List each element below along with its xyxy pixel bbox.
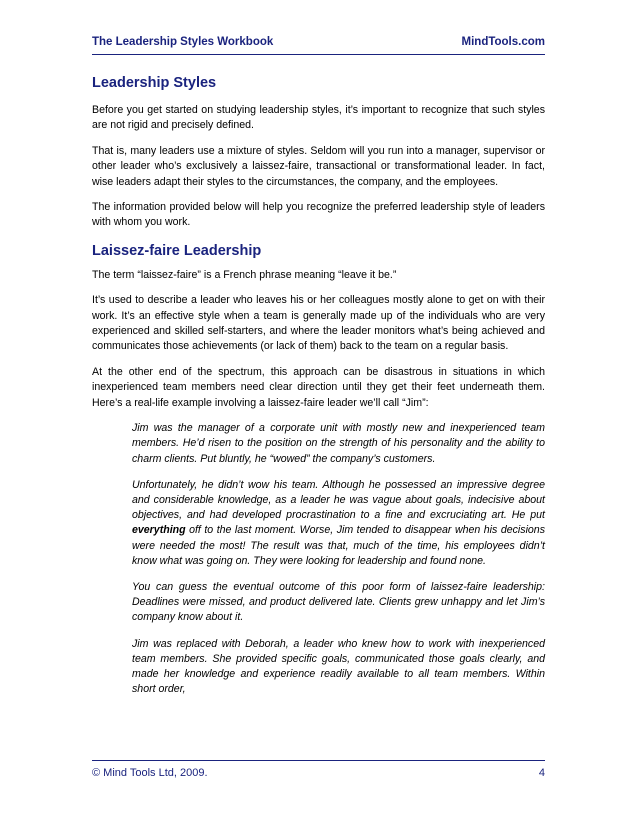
example-paragraph-3: You can guess the eventual outcome of this poor form of laissez-faire leadership: Deadlines were missed, and product delivered late. Clients grew unhappy and let Jim’s company know about it. <box>132 580 545 624</box>
page-number: 4 <box>538 767 545 779</box>
page-header <box>92 36 545 55</box>
site-name: MindTools.com <box>461 36 545 48</box>
example-paragraph-4: Jim was replaced with Deborah, a leader who knew how to work with inexperienced team members. She provided specific goals, communicated those goals clearly, and made her knowledge and experience readily available to all team members. Within short order, <box>132 637 545 696</box>
intro-paragraph-2: That is, many leaders use a mixture of styles. Seldom will you run into a manager, supervisor or other leader who’s exclusively a laissez-faire, transactional or transformational leader. In fact, wise leaders adapt their styles to the circumstances, the company, and the employees. <box>92 144 545 188</box>
section-heading-leadership-styles: Leadership Styles <box>92 75 217 91</box>
intro-paragraph-1: Before you get started on studying leadership styles, it’s important to recognize that such styles are not rigid and precisely defined. <box>92 104 545 132</box>
laissez-faire-paragraph-1: The term “laissez-faire” is a French phrase meaning “leave it be.” <box>92 268 397 281</box>
example-paragraph-1: Jim was the manager of a corporate unit with mostly new and inexperienced team members. He’d risen to the position on the strength of his personality and the ability to charm clients. Put bluntly, he “wowed” the company’s customers. <box>132 422 545 465</box>
example-quote-block <box>132 421 545 697</box>
workbook-title: The Leadership Styles Workbook <box>92 36 274 48</box>
example-paragraph-2-end: off to the last moment. Worse, Jim tended to disappear when his decisions were needed the most! The result was that, much of the time, his employees didn’t know what was going on. They were looking for leadership and found none. <box>132 524 545 567</box>
laissez-faire-paragraph-3: At the other end of the spectrum, this approach can be disastrous in situations in which inexperienced team members need clear direction until they get their feet underneath them. Here’s a real-life example involving a laissez-faire leader we’ll call “Jim”: <box>92 365 545 409</box>
page-footer <box>92 760 545 783</box>
laissez-faire-paragraph-2: It’s used to describe a leader who leaves his or her colleagues mostly alone to get on with their work. It’s an effective style when a team is generally made up of the individuals who are very experienced and skilled self-starters, and where the leader monitors what’s being achieved and communicates those achievements (or lack of them) back to the team on a regular basis. <box>92 294 545 353</box>
intro-paragraph-3: The information provided below will help you recognize the preferred leadership style of leaders with whom you work. <box>92 201 545 229</box>
page-body <box>92 75 545 708</box>
example-paragraph-2 <box>132 478 545 569</box>
copyright-text: © Mind Tools Ltd, 2009. <box>92 767 208 779</box>
emphasis-everything: everything <box>132 524 186 537</box>
example-paragraph-2-start: Unfortunately, he didn’t wow his team. Although he possessed an impressive degree and considerable knowledge, as a leader he was vague about goals, indecisive about objectives, and had developed procrastination to a fine and excruciating art. He put <box>132 478 545 522</box>
section-heading-laissez-faire: Laissez-faire Leadership <box>92 242 262 259</box>
